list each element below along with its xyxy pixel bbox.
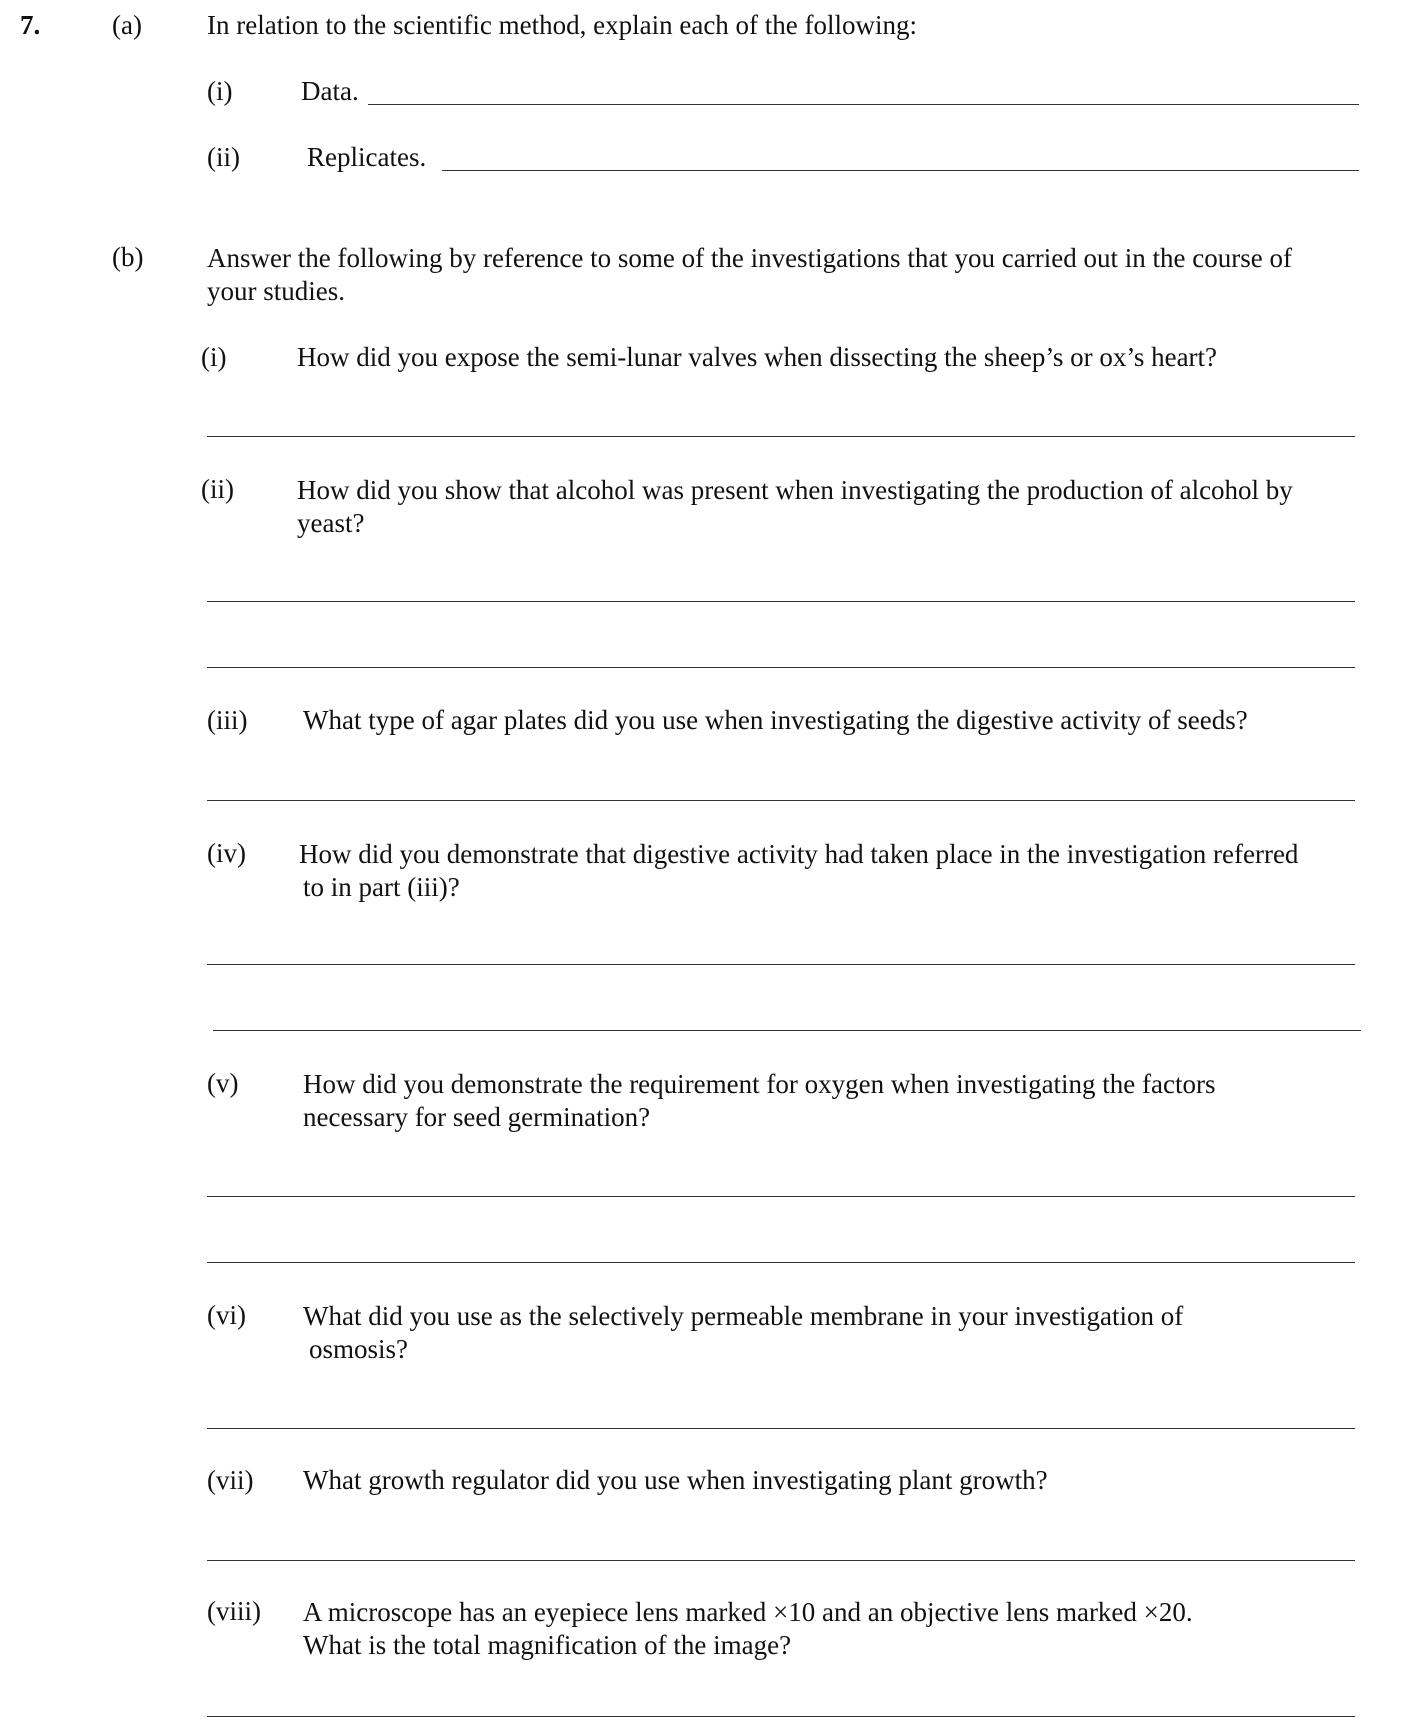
part-b-item-ii-label: (ii) [201, 474, 234, 504]
part-b-intro-line2: your studies. [207, 276, 345, 306]
part-a-item-ii-text: Replicates. [307, 142, 427, 172]
part-a-label: (a) [112, 10, 142, 40]
part-b-item-i-text: How did you expose the semi-lunar valves when dissecting the sheep’s or ox’s heart? [297, 342, 1218, 372]
part-b-item-v-label: (v) [207, 1068, 239, 1098]
part-b-intro-line1: Answer the following by reference to some of the investigations that you carried out in the course of [207, 243, 1292, 273]
answer-line-b-v-1[interactable] [207, 1196, 1355, 1197]
part-b-item-iii-label: (iii) [207, 705, 248, 735]
part-b-item-ii-text-line1: How did you show that alcohol was present when investigating the production of alcohol by [297, 475, 1293, 505]
question-number: 7. [20, 10, 41, 40]
part-b-label: (b) [112, 242, 144, 272]
part-b-item-ii-text-line2: yeast? [297, 508, 365, 538]
part-a-item-i-label: (i) [207, 76, 233, 106]
part-b-item-v-text-line2: necessary for seed germination? [303, 1102, 651, 1132]
answer-line-b-vi[interactable] [207, 1428, 1355, 1429]
part-a-intro: In relation to the scientific method, explain each of the following: [207, 10, 918, 40]
answer-line-b-iv-1[interactable] [207, 964, 1355, 965]
part-b-item-viii-text-line1: A microscope has an eyepiece lens marked ×10 and an objective lens marked ×20. [303, 1597, 1193, 1627]
answer-line-b-ii-1[interactable] [207, 601, 1355, 602]
part-b-item-vi-label: (vi) [207, 1300, 246, 1330]
part-b-item-iii-text: What type of agar plates did you use when investigating the digestive activity of seeds? [303, 705, 1248, 735]
answer-line-b-vii[interactable] [207, 1560, 1355, 1561]
part-b-item-viii-label: (viii) [207, 1596, 261, 1626]
part-a-item-ii-label: (ii) [207, 142, 240, 172]
part-b-item-iv-text-line2: to in part (iii)? [303, 872, 460, 902]
part-a-item-i-text: Data. [301, 76, 359, 106]
part-b-item-i-label: (i) [201, 342, 227, 372]
answer-line-a-i[interactable] [368, 104, 1359, 105]
part-b-item-v-text-line1: How did you demonstrate the requirement for oxygen when investigating the factors [303, 1069, 1216, 1099]
answer-line-b-i[interactable] [207, 436, 1355, 437]
answer-line-b-ii-2[interactable] [207, 667, 1355, 668]
part-b-item-iv-text-line1: How did you demonstrate that digestive activity had taken place in the investigation referred [299, 839, 1299, 869]
answer-line-a-ii[interactable] [442, 170, 1359, 171]
part-b-item-vii-label: (vii) [207, 1465, 254, 1495]
answer-line-b-viii[interactable] [207, 1716, 1355, 1717]
part-b-item-iv-label: (iv) [207, 838, 246, 868]
answer-line-b-v-2[interactable] [207, 1262, 1355, 1263]
answer-line-b-iii[interactable] [207, 800, 1355, 801]
answer-line-b-iv-2[interactable] [213, 1030, 1361, 1031]
part-b-item-vi-text-line1: What did you use as the selectively permeable membrane in your investigation of [303, 1301, 1184, 1331]
part-b-item-viii-text-line2: What is the total magnification of the image? [303, 1630, 792, 1660]
part-b-item-vii-text: What growth regulator did you use when investigating plant growth? [303, 1465, 1048, 1495]
part-b-item-vi-text-line2: osmosis? [309, 1334, 409, 1364]
